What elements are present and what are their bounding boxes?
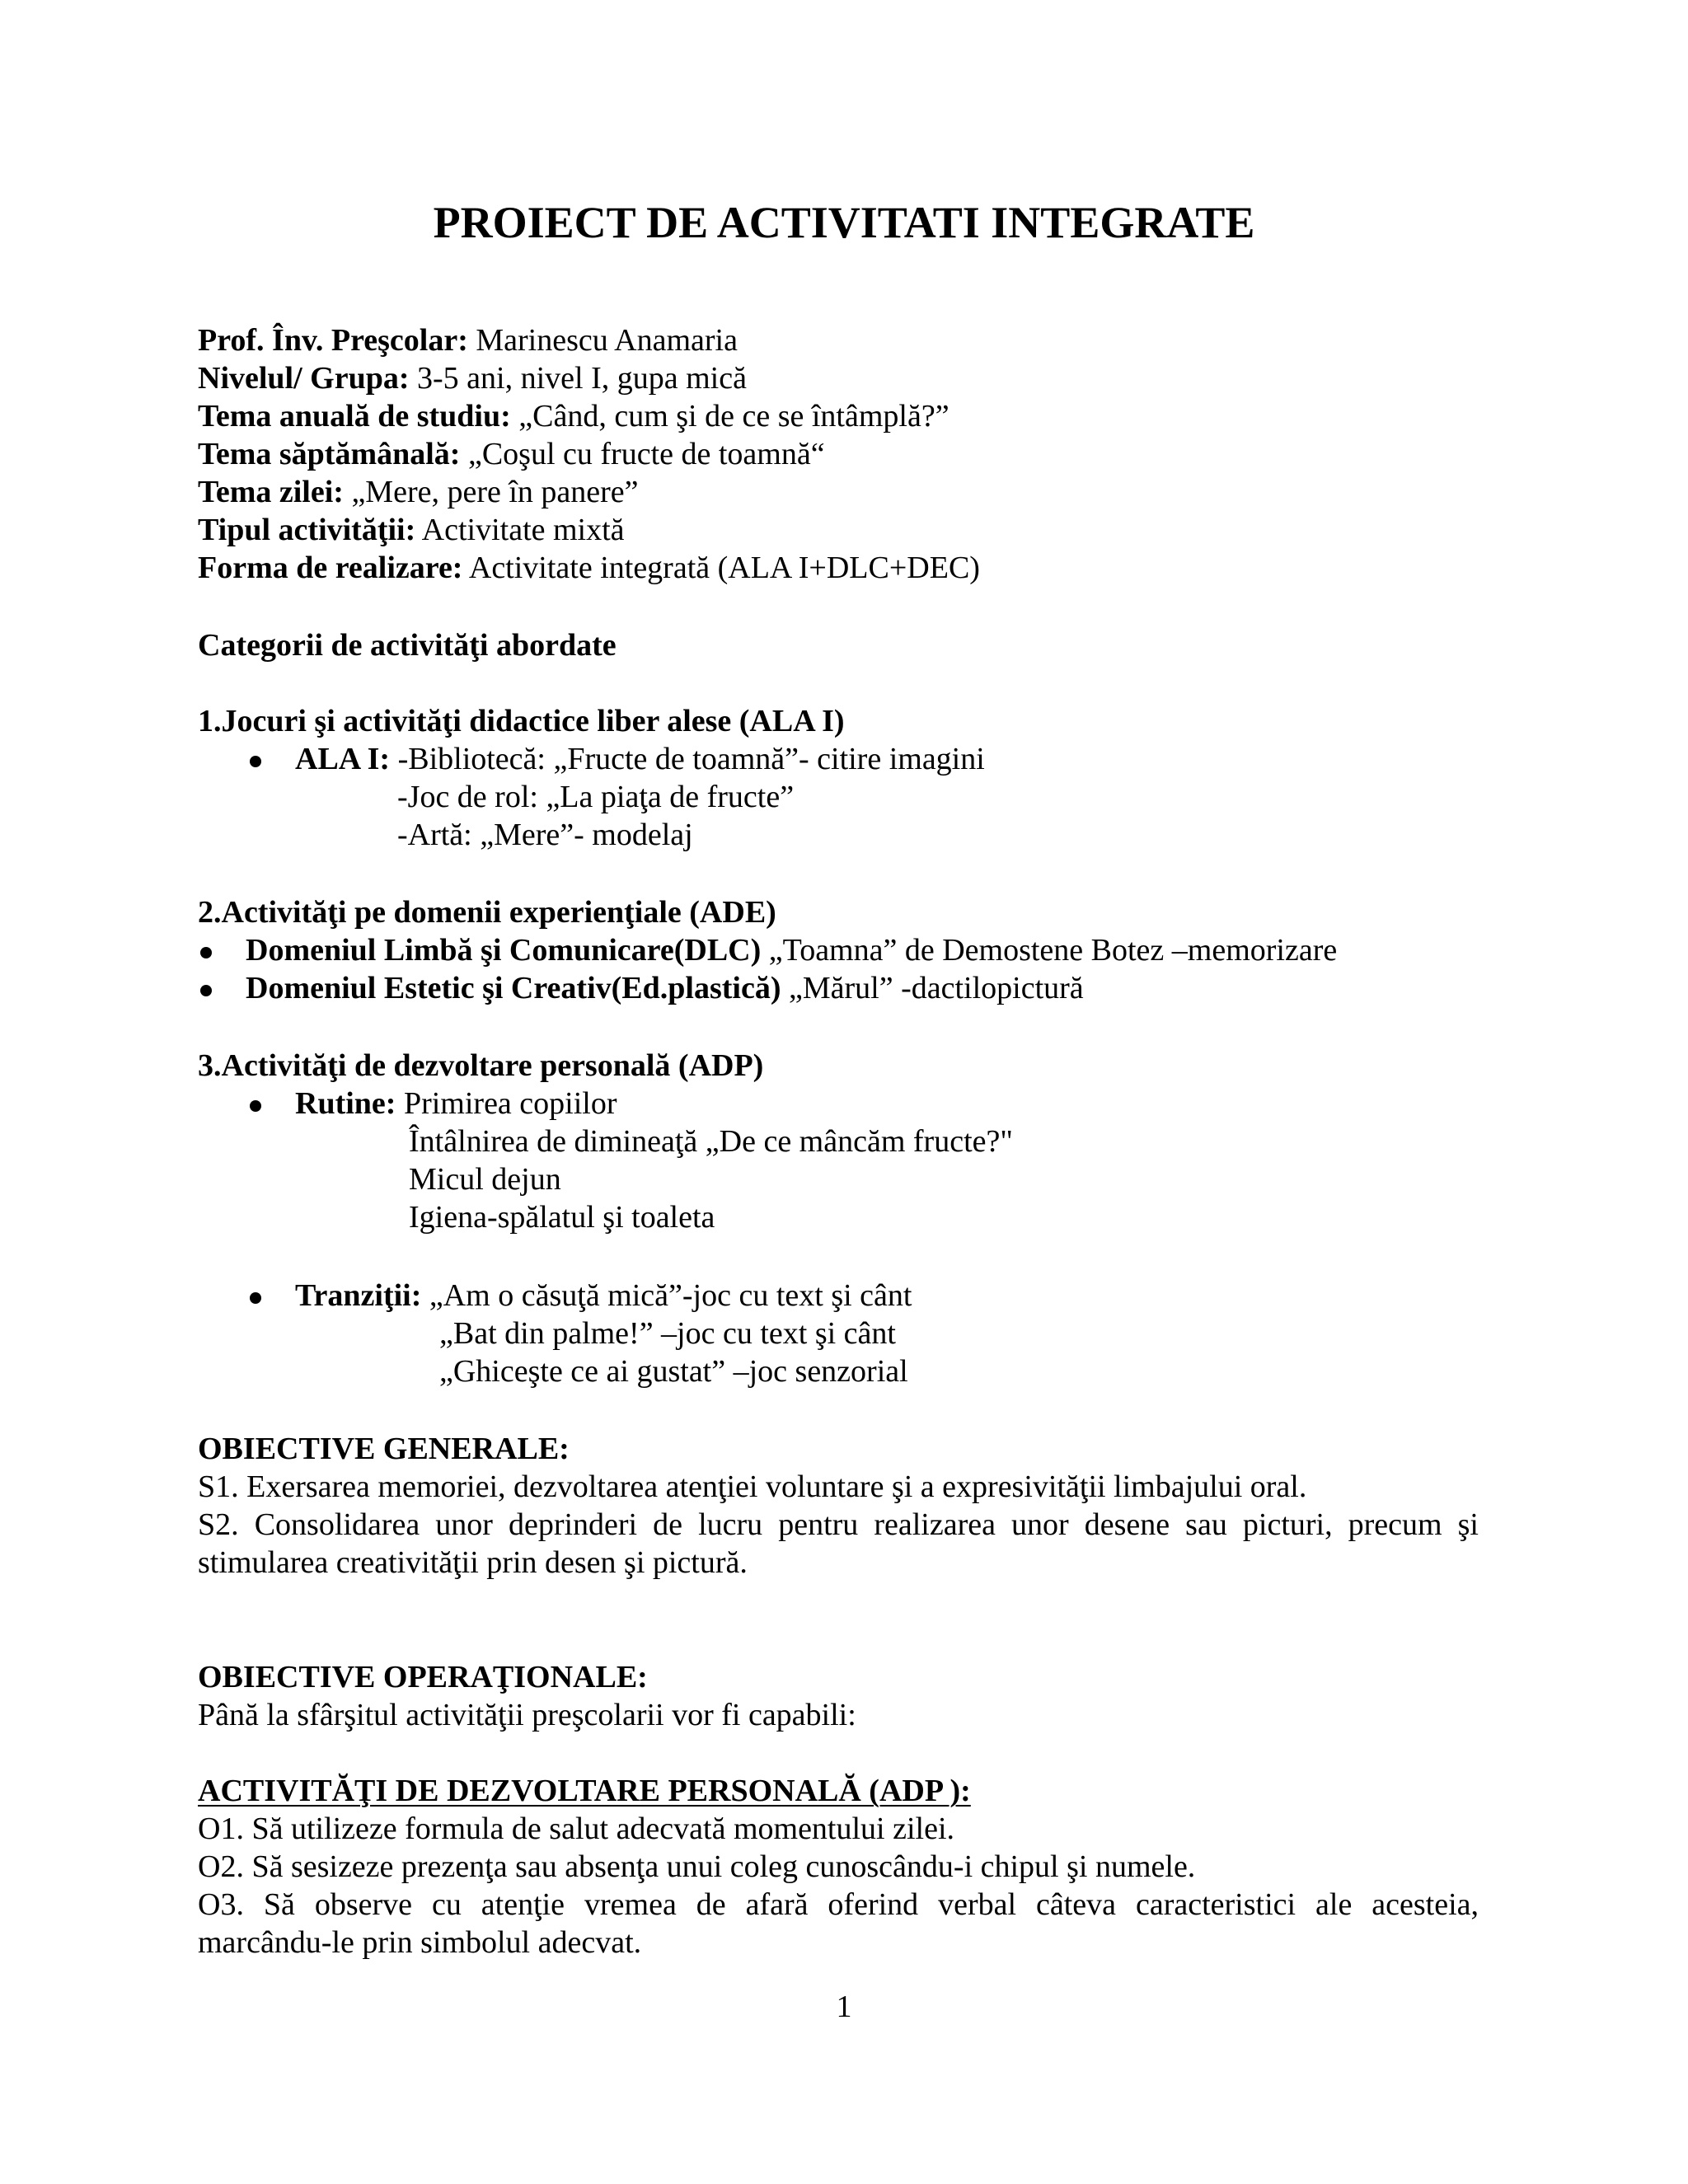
info-forma-label: Forma de realizare:	[198, 551, 463, 585]
adp-heading: ACTIVITĂŢI DE DEZVOLTARE PERSONALĂ (ADP ):	[198, 1774, 971, 1808]
info-tema-anuala	[198, 397, 950, 435]
tranzitii-first-line: „Am o căsuţă mică”-joc cu text şi cânt	[421, 1278, 912, 1313]
info-prof-value: Marinescu Anamaria	[467, 323, 738, 358]
section1-heading: 1.Jocuri şi activităţi didactice liber alese (ALA I)	[198, 704, 845, 738]
ade-item-text: „Toamna” de Demostene Botez –memorizare	[761, 933, 1338, 968]
obiectiv-o2: O2. Să sesizeze prezenţa sau absenţa unui coleg cunoscându-i chipul şi numele.	[198, 1849, 1196, 1884]
obiectiv-o3-line1: O3. Să observe cu atenţie vremea de afară oferind verbal câteva caracteristici ale acesteia,	[198, 1887, 1479, 1922]
info-forma	[198, 549, 980, 587]
bullet-icon	[200, 985, 212, 996]
obiectiv-s2-line1: S2. Consolidarea unor deprinderi de lucru pentru realizarea unor desene sau picturi, precum şi	[198, 1507, 1479, 1542]
rutine-line: Micul dejun	[409, 1162, 561, 1197]
rutine-label: Rutine:	[295, 1086, 396, 1121]
info-tema-saptamanala-label: Tema săptămânală:	[198, 437, 461, 471]
info-tema-zilei-label: Tema zilei:	[198, 475, 344, 509]
categorii-heading: Categorii de activităţi abordate	[198, 628, 617, 663]
info-tipul	[198, 511, 625, 549]
tranzitii-line: „Ghiceşte ce ai gustat” –joc senzorial	[439, 1354, 908, 1389]
info-nivel-label: Nivelul/ Grupa:	[198, 361, 410, 396]
tranzitii-label: Tranziţii:	[295, 1278, 422, 1313]
ala-first-line: -Bibliotecă: „Fructe de toamnă”- citire imagini	[390, 742, 985, 776]
info-prof-label: Prof. Înv. Preşcolar:	[198, 323, 468, 358]
info-tema-anuala-value: „Când, cum şi de ce se întâmplă?”	[510, 399, 950, 434]
info-forma-value: Activitate integrată (ALA I+DLC+DEC)	[462, 551, 980, 585]
page-number: 1	[836, 1990, 852, 2024]
obiectiv-o3-line2: marcându-le prin simbolul adecvat.	[198, 1925, 642, 1960]
ade-item-text: „Mărul” -dactilopictură	[781, 971, 1084, 1005]
tranzitii-item	[295, 1277, 912, 1315]
ala-line: -Joc de rol: „La piaţa de fructe”	[397, 780, 795, 814]
obiective-operationale-intro: Până la sfârşitul activităţii preşcolarii vor fi capabili:	[198, 1698, 856, 1732]
ade-item	[246, 931, 1337, 969]
obiective-operationale-heading: OBIECTIVE OPERAŢIONALE:	[198, 1660, 648, 1694]
ade-item-label: Domeniul Limbă şi Comunicare(DLC)	[246, 933, 762, 968]
section3-heading: 3.Activităţi de dezvoltare personală (ADP)	[198, 1048, 764, 1083]
info-tema-saptamanala-value: „Coşul cu fructe de toamnă“	[460, 437, 825, 471]
bullet-icon	[250, 1100, 261, 1112]
info-tema-zilei-value: „Mere, pere în panere”	[343, 475, 639, 509]
rutine-line: Igiena-spălatul şi toaleta	[409, 1200, 715, 1235]
info-nivel-value: 3-5 ani, nivel I, gupa mică	[409, 361, 747, 396]
ade-item	[246, 969, 1084, 1007]
ade-item-label: Domeniul Estetic şi Creativ(Ed.plastică)	[246, 971, 781, 1005]
rutine-item	[295, 1085, 617, 1122]
info-tema-zilei	[198, 473, 639, 511]
info-tema-saptamanala	[198, 435, 825, 473]
ala-label: ALA I:	[295, 742, 391, 776]
obiectiv-s1: S1. Exersarea memoriei, dezvoltarea atenţiei voluntare şi a expresivităţii limbajului oral.	[198, 1469, 1307, 1504]
rutine-line: Întâlnirea de dimineaţă „De ce mâncăm fructe?"	[409, 1124, 1013, 1159]
tranzitii-line: „Bat din palme!” –joc cu text şi cânt	[439, 1316, 896, 1351]
info-tema-anuala-label: Tema anuală de studiu:	[198, 399, 511, 434]
obiectiv-s2-line2: stimularea creativităţii prin desen şi pictură.	[198, 1545, 748, 1580]
bullet-icon	[250, 756, 261, 767]
ala-line: -Artă: „Mere”- modelaj	[397, 818, 693, 852]
obiective-generale-heading: OBIECTIVE GENERALE:	[198, 1432, 570, 1466]
rutine-first-line: Primirea copiilor	[396, 1086, 617, 1121]
ala-item	[295, 740, 985, 778]
info-nivel	[198, 359, 747, 397]
document-title: PROIECT DE ACTIVITATI INTEGRATE	[433, 198, 1255, 247]
obiectiv-o1: O1. Să utilizeze formula de salut adecvată momentului zilei.	[198, 1811, 955, 1846]
section2-heading: 2.Activităţi pe domenii experienţiale (ADE)	[198, 895, 776, 930]
info-prof	[198, 321, 738, 359]
info-tipul-value: Activitate mixtă	[415, 513, 625, 547]
bullet-icon	[200, 947, 212, 958]
bullet-icon	[250, 1292, 261, 1304]
info-tipul-label: Tipul activităţii:	[198, 513, 416, 547]
